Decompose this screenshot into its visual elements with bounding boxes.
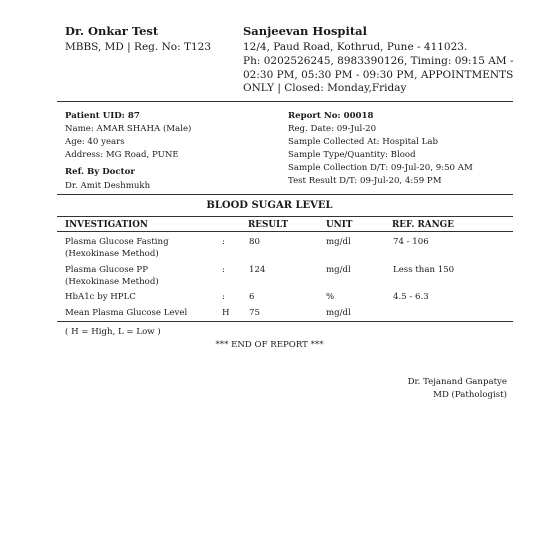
result-value: 80: [249, 237, 260, 247]
investigation-name: Plasma Glucose Fasting: [65, 237, 169, 247]
hospital-contact-line: Ph: 0202526245, 8983390126, Timing: 09:15 AM -: [243, 55, 514, 67]
ref-range: 74 - 106: [393, 237, 429, 247]
table-top-rule: [57, 216, 513, 217]
hospital-contact-line: ONLY | Closed: Monday,Friday: [243, 82, 407, 94]
hospital-address: 12/4, Paud Road, Kothrud, Pune - 411023.: [243, 41, 468, 53]
header-unit: UNIT: [326, 220, 353, 230]
hospital-contact-line: 02:30 PM, 05:30 PM - 09:30 PM, APPOINTMENTS: [243, 68, 514, 81]
investigation-name: Mean Plasma Glucose Level: [65, 308, 188, 318]
result-flag: H: [222, 308, 230, 318]
pathologist-name: Dr. Tejanand Ganpatye: [407, 377, 507, 387]
sample-collection-dt: Sample Collection D/T: 09-Jul-20, 9:50 AM: [288, 163, 473, 173]
flag-legend: ( H = High, L = Low ): [65, 327, 161, 337]
ref-doctor-heading: Ref. By Doctor: [65, 167, 135, 177]
reg-date: Reg. Date: 09-Jul-20: [288, 124, 377, 134]
patient-address: Address: MG Road, PUNE: [65, 150, 179, 160]
ref-range: 4.5 - 6.3: [393, 292, 429, 302]
header-investigation: INVESTIGATION: [65, 220, 148, 230]
header-divider: [57, 101, 513, 102]
result-unit: mg/dl: [326, 308, 351, 318]
sample-type: Sample Type/Quantity: Blood: [288, 150, 416, 160]
header-ref-range: REF. RANGE: [392, 220, 454, 230]
test-result-dt: Test Result D/T: 09-Jul-20, 4:59 PM: [288, 176, 442, 186]
result-unit: mg/dl: [326, 265, 351, 275]
patient-uid: Patient UID: 87: [65, 111, 140, 121]
patient-name: Name: AMAR SHAHA (Male): [65, 124, 192, 134]
report-number: Report No: 00018: [288, 111, 374, 121]
doctor-qualification: MBBS, MD | Reg. No: T123: [65, 41, 212, 53]
table-bottom-rule: [57, 321, 513, 322]
pathologist-designation: MD (Pathologist): [433, 390, 507, 400]
investigation-method: (Hexokinase Method): [65, 277, 159, 287]
result-flag: :: [222, 292, 225, 302]
test-title: BLOOD SUGAR LEVEL: [206, 200, 333, 211]
ref-range: Less than 150: [393, 265, 455, 275]
investigation-method: (Hexokinase Method): [65, 249, 159, 259]
investigation-name: Plasma Glucose PP: [65, 265, 148, 275]
result-unit: %: [326, 292, 335, 302]
result-value: 124: [249, 265, 266, 275]
doctor-name: Dr. Onkar Test: [65, 24, 159, 38]
header-result: RESULT: [248, 220, 289, 230]
ref-doctor-name: Dr. Amit Deshmukh: [65, 181, 151, 191]
table-header-rule: [57, 231, 513, 232]
result-flag: :: [222, 237, 225, 247]
sample-collected-at: Sample Collected At: Hospital Lab: [288, 137, 438, 147]
result-value: 6: [249, 292, 255, 302]
result-unit: mg/dl: [326, 237, 351, 247]
end-of-report: *** END OF REPORT ***: [215, 340, 324, 350]
result-flag: :: [222, 265, 225, 275]
investigation-name: HbA1c by HPLC: [65, 292, 136, 302]
patient-divider: [57, 194, 513, 195]
patient-age: Age: 40 years: [65, 137, 125, 147]
hospital-name: Sanjeevan Hospital: [243, 24, 367, 38]
result-value: 75: [249, 308, 260, 318]
